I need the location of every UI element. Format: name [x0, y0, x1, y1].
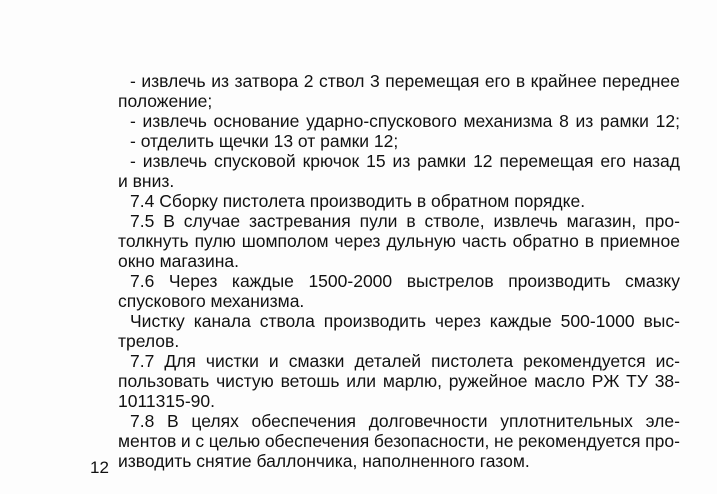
word: перемещая [385, 71, 480, 91]
text-line-8 [130, 211, 680, 231]
word: застревания [248, 211, 351, 231]
word: обеспечения [264, 431, 370, 451]
word: в [584, 231, 595, 251]
word: выс- [643, 311, 680, 331]
word: - [130, 111, 136, 131]
word: 12 [473, 151, 493, 171]
word: его [600, 151, 626, 171]
word: рекомендуется [523, 351, 646, 371]
word: 7.8 [130, 411, 155, 431]
word: - [130, 151, 136, 171]
word: Через [168, 271, 218, 291]
word: производить [508, 271, 611, 291]
text-line-19 [118, 431, 680, 451]
word: 7.7 [130, 351, 155, 371]
word: из [211, 71, 229, 91]
word: в [515, 71, 526, 91]
word: магазин, [566, 211, 637, 231]
word: не [494, 431, 514, 451]
word: целью [208, 431, 261, 451]
word: рамки [417, 151, 467, 171]
word: дульную [386, 231, 456, 251]
word: часть [461, 231, 507, 251]
word: ТУ [626, 371, 648, 391]
word: ис- [655, 351, 680, 371]
word: крайнее [530, 71, 597, 91]
word: из [575, 111, 594, 131]
word: и [180, 431, 191, 451]
word: 3 [369, 71, 380, 91]
word: приемное [600, 231, 680, 251]
word: стволе, [424, 211, 485, 231]
word: толкнуть [118, 231, 189, 251]
word: В [163, 211, 175, 231]
word: спусковой [213, 151, 296, 171]
text-line-6: и вниз. [118, 171, 175, 191]
word: его [484, 71, 511, 91]
text-line-17: 1011315-90. [118, 391, 215, 411]
word: извлечь [142, 111, 207, 131]
word: и [268, 351, 279, 371]
word: каждые [489, 311, 552, 331]
word: извлечь [141, 71, 206, 91]
word: 2 [303, 71, 314, 91]
word: затвора [234, 71, 299, 91]
word: шомполом [241, 231, 329, 251]
word: случае [183, 211, 241, 231]
word: 7.6 [130, 271, 155, 291]
word: основание [213, 111, 300, 131]
word: извлечь [142, 151, 208, 171]
word: безопасности, [373, 431, 490, 451]
word: пулю [194, 231, 236, 251]
page-number: 12 [90, 458, 109, 477]
word: Для [164, 351, 196, 371]
text-line-7: 7.4 Сборку пистолета производить в обратном порядке. [130, 191, 586, 211]
text-line-9 [118, 231, 680, 251]
word: уплотнительных [500, 411, 633, 431]
word: Чистку [130, 311, 185, 331]
text-line-11 [130, 271, 680, 291]
word: деталей [354, 351, 422, 371]
word: марлю, [382, 371, 442, 391]
word: смазки [288, 351, 345, 371]
text-line-1 [130, 71, 680, 91]
word: выстрелов [406, 271, 494, 291]
word: эле- [645, 411, 680, 431]
text-line-15 [130, 351, 680, 371]
word: чистую [216, 371, 274, 391]
word: ментов [118, 431, 177, 451]
word: в [406, 211, 416, 231]
word: через [334, 231, 381, 251]
word: канала [193, 311, 251, 331]
text-line-18 [130, 411, 680, 431]
word: 15 [366, 151, 386, 171]
text-line-16 [118, 371, 680, 391]
word: ружейное [448, 371, 528, 391]
word: долговечности [368, 411, 488, 431]
word: чистки [205, 351, 259, 371]
word: 500-1000 [560, 311, 635, 331]
word: ствол [319, 71, 365, 91]
word: рамки [600, 111, 649, 131]
text-line-13 [130, 311, 680, 331]
text-line-5 [130, 151, 680, 171]
word: про- [645, 431, 680, 451]
word: с [195, 431, 205, 451]
word: масло [534, 371, 585, 391]
word: пистолета [431, 351, 514, 371]
word: В [167, 411, 179, 431]
word: РЖ [591, 371, 620, 391]
word: смазку [625, 271, 680, 291]
word: каждые [231, 271, 294, 291]
text-line-2: положение; [118, 91, 213, 111]
word: назад [632, 151, 680, 171]
word: - [130, 71, 136, 91]
word: извлечь [493, 211, 558, 231]
word: обеспечения [251, 411, 356, 431]
text-line-3 [130, 111, 680, 131]
text-line-12: спускового механизма. [118, 291, 305, 311]
text-line-14: трелов. [118, 331, 180, 351]
word: через [434, 311, 481, 331]
word: ствола [259, 311, 315, 331]
text-line-4: - отделить щечки 13 от рамки 12; [130, 131, 399, 151]
word: 8 [559, 111, 569, 131]
word: ударно-спускового [306, 111, 457, 131]
word: производить [323, 311, 427, 331]
word: рекомендуется [518, 431, 641, 451]
word: крючок [302, 151, 360, 171]
word: про- [645, 211, 680, 231]
word: 1500-2000 [308, 271, 393, 291]
word: пользовать [118, 371, 210, 391]
word: обратно [512, 231, 579, 251]
word: переднее [602, 71, 680, 91]
word: из [392, 151, 411, 171]
word: или [346, 371, 377, 391]
text-line-10: окно магазина. [118, 251, 240, 271]
word: 38- [654, 371, 680, 391]
word: целях [191, 411, 239, 431]
word: 7.5 [130, 211, 155, 231]
word: механизма [463, 111, 553, 131]
word: 12; [655, 111, 680, 131]
word: пули [359, 211, 398, 231]
word: ветошь [280, 371, 340, 391]
word: перемещая [499, 151, 594, 171]
text-line-20: изводить снятие баллончика, наполненного газом. [118, 451, 530, 471]
